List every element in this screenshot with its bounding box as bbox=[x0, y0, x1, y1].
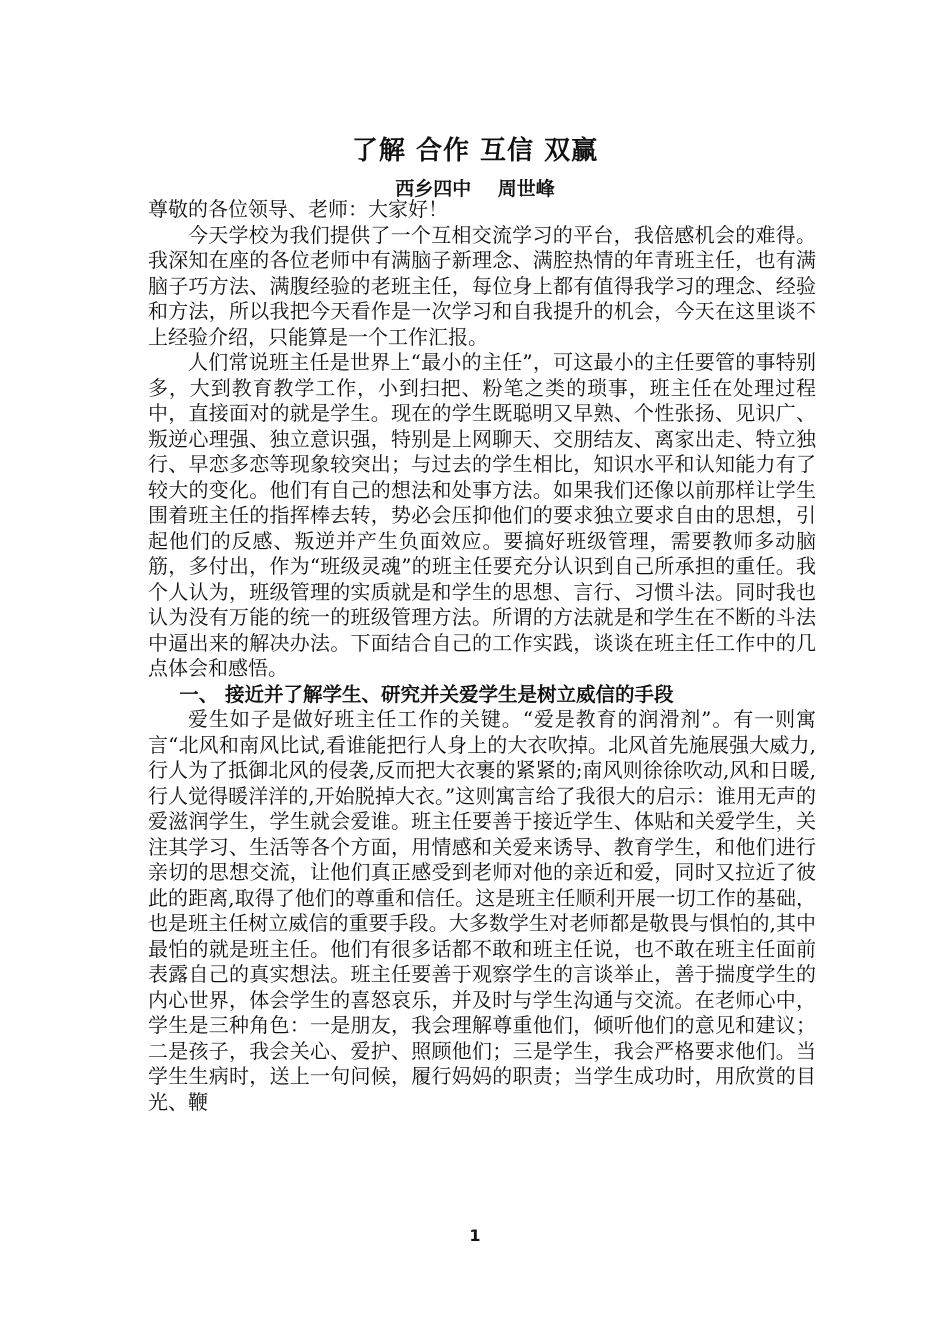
paragraph-section-one: 爱生如子是做好班主任工作的关键。“爱是教育的润滑剂”。有一则寓言“北风和南风比试,看谁能把行人身上的大衣吹掉。北风首先施展强大威力,行人为了抵御北风的侵袭,反而把大衣裹的紧紧的;南风则徐徐吹动,风和日暖,行人觉得暖洋洋的,开始脱掉大衣。”这则寓言给了我很大的启示：谁用无声的爱滋润学生，学生就会爱谁。班主任要善于接近学生、体贴和关爱学生，关注其学习、生活等各个方面，用情感和关爱来诱导、教育学生，和他们进行亲切的思想交流，让他们真正感受到老师对他的亲近和爱，同时又拉近了彼此的距离,取得了他们的尊重和信任。这是班主任顺利开展一切工作的基础，也是班主任树立威信的重要手段。大多数学生对老师都是敬畏与惧怕的,其中最怕的就是班主任。他们有很多话都不敢和班主任说，也不敢在班主任面前表露自己的真实想法。班主任要善于观察学生的言谈举止，善于揣度学生的内心世界，体会学生的喜怒哀乐，并及时与学生沟通与交流。在老师心中，学生是三种角色：一是朋友，我会理解尊重他们，倾听他们的意见和建议；二是孩子，我会关心、爱护、照顾他们；三是学生，我会严格要求他们。当学生生病时，送上一句问候，履行妈妈的职责；当学生成功时，用欣赏的目光、鞭 bbox=[148, 707, 816, 1114]
page-number: 1 bbox=[469, 1226, 481, 1245]
author-byline: 西乡四中 周世峰 bbox=[395, 178, 555, 200]
document-body bbox=[148, 197, 816, 1115]
section-heading: 一、 接近并了解学生、研究并关爱学生是树立威信的手段 bbox=[179, 682, 674, 706]
document-title: 了解 合作 互信 双赢 bbox=[351, 136, 599, 166]
paragraph-intro: 今天学校为我们提供了一个互相交流学习的平台，我倍感机会的难得。我深知在座的各位老师中有满脑子新理念、满腔热情的年青班主任，也有满脑子巧方法、满腹经验的老班主任，每位身上都有值得我学习的理念、经验和方法，所以我把今天看作是一次学习和自我提升的机会，今天在这里谈不上经验介绍，只能算是一个工作汇报。 bbox=[148, 222, 816, 349]
paragraph-class-management: 人们常说班主任是世界上“最小的主任”，可这最小的主任要管的事特别多，大到教育教学工作，小到扫把、粉笔之类的琐事，班主任在处理过程中，直接面对的就是学生。现在的学生既聪明又早熟、个性张扬、见识广、叛逆心理强、独立意识强，特别是上网聊天、交朋结友、离家出走、特立独行、早恋多恋等现象较突出；与过去的学生相比，知识水平和认知能力有了较大的变化。他们有自己的想法和处事方法。如果我们还像以前那样让学生围着班主任的指挥棒去转，势必会压抑他们的要求独立要求自由的思想，引起他们的反感、叛逆并产生负面效应。要搞好班级管理，需要教师多动脑筋，多付出，作为“班级灵魂”的班主任要充分认识到自己所承担的重任。我个人认为，班级管理的实质就是和学生的思想、言行、习惯斗法。同时我也认为没有万能的统一的班级管理方法。所谓的方法就是和学生在不断的斗法中逼出来的解决办法。下面结合自己的工作实践，谈谈在班主任工作中的几点体会和感悟。 bbox=[148, 350, 816, 680]
greeting-line: 尊敬的各位领导、老师：大家好！ bbox=[148, 197, 448, 221]
